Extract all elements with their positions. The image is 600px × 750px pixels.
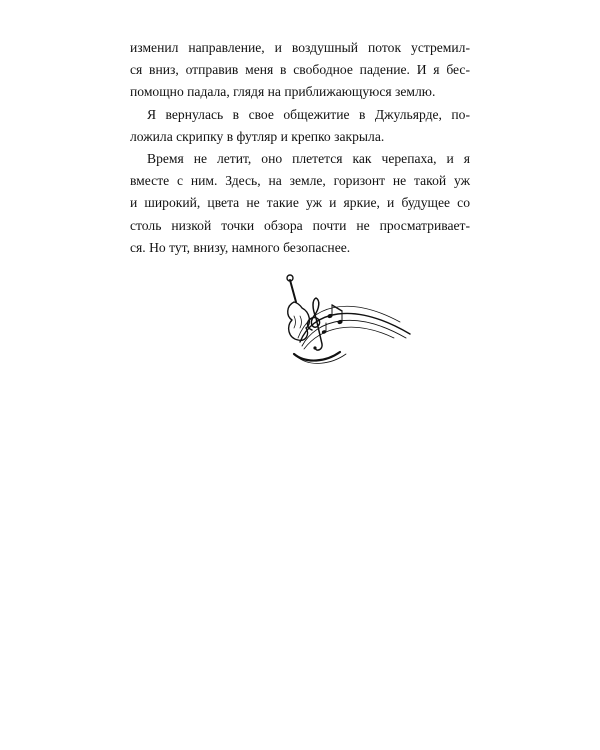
text-line: Я вернулась в свое общежитие в Джульярде, по-: [147, 106, 470, 122]
text-line: вместе с ним. Здесь, на земле, горизонт не такой уж: [130, 173, 470, 189]
text-line: Время не летит, оно плетется как черепаха, и я: [147, 150, 470, 166]
text-line: ся вниз, отправив меня в свободное падение. И я бес-: [130, 62, 470, 78]
text-line: помощно падала, глядя на приближающуюся землю.: [130, 84, 436, 100]
text-block: [130, 37, 470, 259]
text-line: ложила скрипку в футляр и крепко закрыла.: [130, 128, 385, 144]
paragraph-1: [130, 37, 470, 104]
text-line: ся. Но тут, внизу, намного безопаснее.: [130, 239, 351, 255]
text-line: изменил направление, и воздушный поток устремил-: [130, 40, 470, 55]
paragraph-3: [130, 148, 470, 259]
text-line: и широкий, цвета не такие уж и яркие, и будущее со: [130, 195, 470, 211]
paragraph-2: [130, 104, 470, 148]
text-line: столь низкой точки обзора почти не просматривает-: [130, 217, 470, 233]
violin-treble-clef-flourish-icon: [282, 272, 412, 368]
